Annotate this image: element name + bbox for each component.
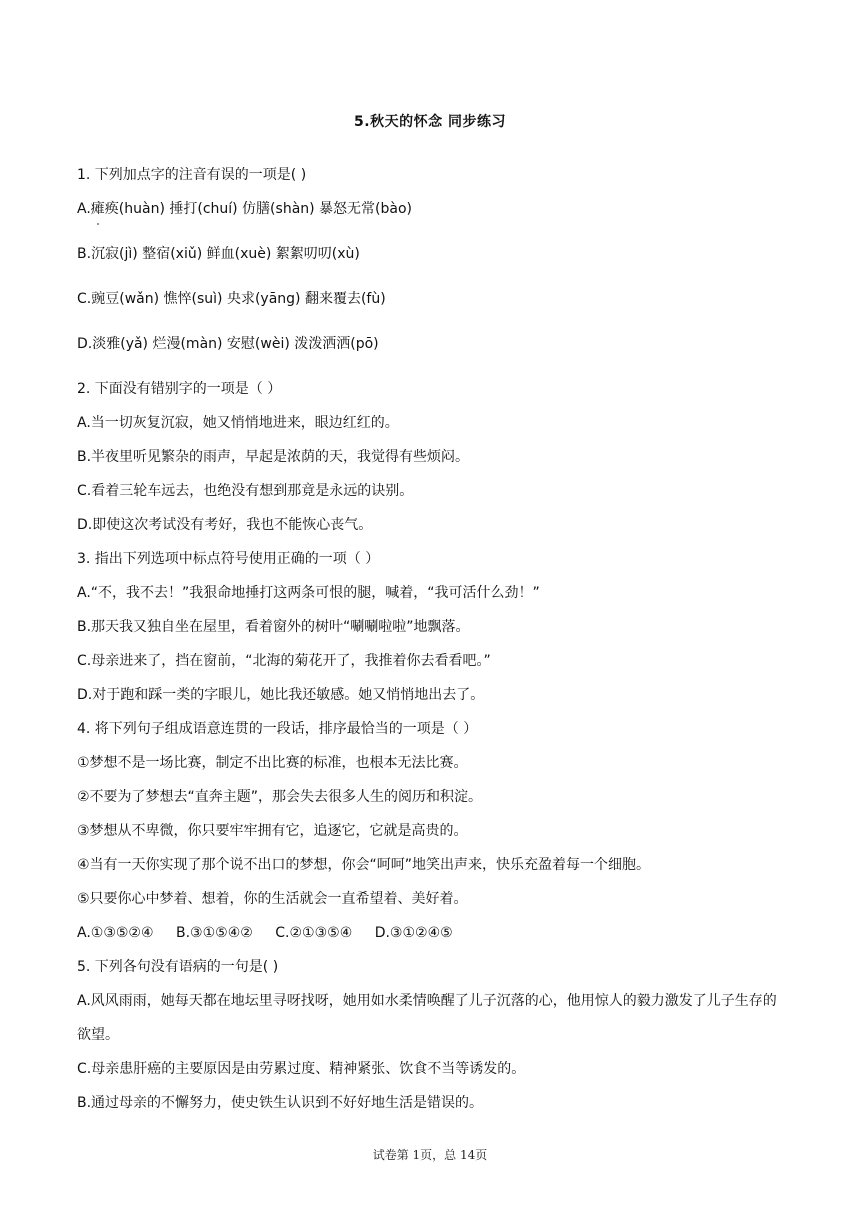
question-2-option-b: B.半夜里听见繁杂的雨声，早起是浓荫的天，我觉得有些烦闷。 — [77, 449, 470, 465]
option-prefix: C. — [77, 291, 92, 307]
question-5-option-a: A.风风雨雨，她每天都在地坛里寻呀找呀，她用如水柔情唤醒了儿子沉落的心，他用惊人的毅力激发了儿子生存的欲望。 — [77, 993, 777, 1043]
question-2-option-c: C.看着三轮车远去，也绝没有想到那竟是永远的诀别。 — [77, 483, 414, 499]
question-4-sentence-3: ③梦想从不卑微，你只要牢牢拥有它，追逐它，它就是高贵的。 — [77, 823, 468, 839]
question-1-option-a — [77, 192, 789, 237]
question-4-sentence-2: ②不要为了梦想去“直奔主题”，那会失去很多人生的阅历和积淀。 — [77, 789, 483, 805]
question-4-sentence-5: ⑤只要你心中梦着、想着，你的生活就会一直希望着、美好着。 — [77, 891, 468, 907]
question-list — [77, 158, 789, 1120]
question-4-option-d: D.③①②④⑤ — [374, 925, 453, 941]
option-text: 淡雅(yǎ) 烂漫(màn) 安慰(wèi) 泼泼洒洒(pō) — [92, 336, 379, 352]
question-1-option-c — [77, 282, 789, 327]
option-text: 豌豆(wǎn) 憔悴(suì) 央求(yāng) 翻来覆去(fù) — [91, 291, 386, 307]
option-prefix: A. — [77, 201, 91, 217]
option-text: 沉寂(jì) 整宿(xiǔ) 鲜血(xuè) 絮絮叨叨(xù) — [91, 246, 360, 262]
question-5-stem: 5. 下列各句没有语病的一句是( ) — [77, 959, 279, 975]
dotted-char: 瘫 — [90, 201, 105, 217]
question-3-option-a: A.“不，我不去！”我狠命地捶打这两条可恨的腿，喊着，“我可活什么劲！” — [77, 585, 540, 601]
option-text: 痪(huàn) 捶打(chuí) 仿膳(shàn) 暴怒无常(bào) — [104, 201, 413, 217]
question-5-option-b: B.通过母亲的不懈努力，使史铁生认识到不好好地生活是错误的。 — [77, 1095, 484, 1111]
question-3-option-c: C.母亲进来了，挡在窗前，“北海的菊花开了，我推着你去看看吧。” — [77, 653, 491, 669]
page-footer: 试卷第 1页，总 14页 — [372, 1148, 488, 1162]
question-4-option-b: B.③①⑤④② — [176, 925, 253, 941]
question-1-option-b — [77, 237, 789, 282]
question-3-stem: 3. 指出下列选项中标点符号使用正确的一项（ ） — [77, 551, 380, 567]
question-2-option-d: D.即使这次考试没有考好，我也不能恢心丧气。 — [77, 517, 373, 533]
question-4-option-a: A.①③⑤②④ — [77, 925, 154, 941]
question-3-option-d: D.对于跑和踩一类的字眼儿，她比我还敏感。她又悄悄地出去了。 — [77, 687, 485, 703]
question-2-option-a: A.当一切灰复沉寂，她又悄悄地进来，眼边红红的。 — [77, 415, 399, 431]
question-3-option-b: B.那天我又独自坐在屋里，看着窗外的树叶“唰唰啦啦”地飘落。 — [77, 619, 470, 635]
question-5-option-c: C.母亲患肝癌的主要原因是由劳累过度、精神紧张、饮食不当等诱发的。 — [77, 1061, 526, 1077]
option-prefix: B. — [77, 246, 92, 262]
question-4-option-c: C.②①③⑤④ — [275, 925, 353, 941]
page-title: 5.秋天的怀念 同步练习 — [354, 114, 506, 130]
question-2-stem: 2. 下面没有错别字的一项是（ ） — [77, 381, 282, 397]
option-prefix: D. — [77, 336, 93, 352]
question-1-option-d — [77, 327, 789, 372]
question-4-options — [77, 916, 789, 950]
question-4-sentence-4: ④当有一天你实现了那个说不出口的梦想，你会“呵呵”地笑出声来，快乐充盈着每一个细胞。 — [77, 857, 651, 873]
question-4-stem: 4. 将下列句子组成语意连贯的一段话，排序最恰当的一项是（ ） — [77, 721, 478, 737]
question-4-sentence-1: ①梦想不是一场比赛，制定不出比赛的标准，也根本无法比赛。 — [77, 755, 468, 771]
question-1-stem: 1. 下列加点字的注音有误的一项是( ) — [77, 167, 307, 183]
